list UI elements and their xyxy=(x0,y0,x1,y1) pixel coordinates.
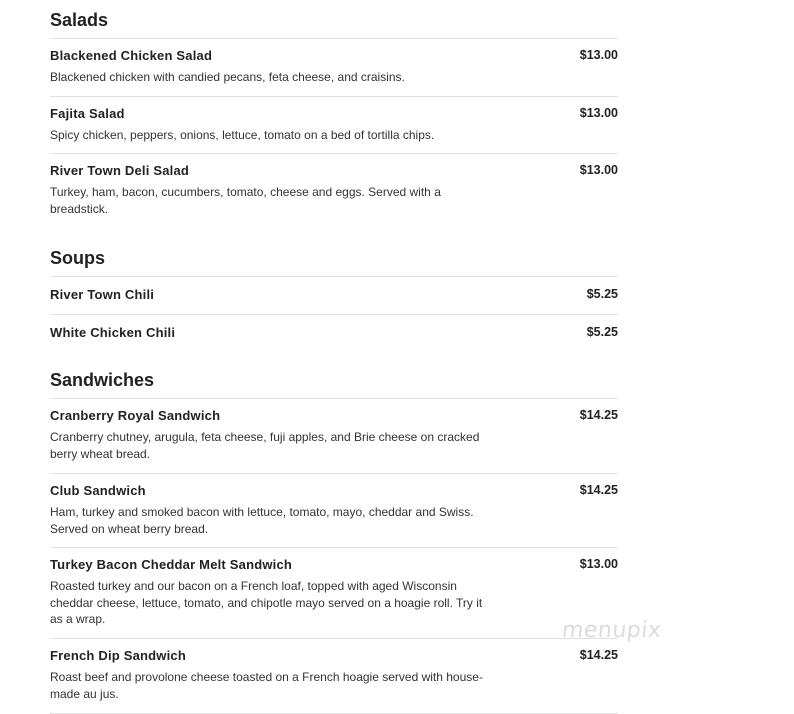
item-price: $14.25 xyxy=(579,408,618,422)
item-description: Blackened chicken with candied pecans, feta cheese, and craisins. xyxy=(50,70,405,84)
item-price: $13.00 xyxy=(579,163,618,177)
item-name: Blackened Chicken Salad xyxy=(50,48,213,63)
item-description: Cranberry chutney, arugula, feta cheese, fuji apples, and Brie cheese on cracked berry wheat bread. xyxy=(50,430,480,461)
item-description: Ham, turkey and smoked bacon with lettuce, tomato, mayo, cheddar and Swiss. Served on wheat berry bread. xyxy=(50,505,474,536)
item-name: River Town Deli Salad xyxy=(50,163,190,178)
section-title-soups: Soups xyxy=(50,248,106,268)
item-description: Roast beef and provolone cheese toasted on a French hoagie served with house-made au jus. xyxy=(50,670,483,701)
section-soups xyxy=(50,238,618,360)
item-description: Spicy chicken, peppers, onions, lettuce, tomato on a bed of tortilla chips. xyxy=(50,128,435,142)
menu-item xyxy=(50,276,618,314)
item-price: $13.00 xyxy=(579,48,618,62)
menu-item xyxy=(50,547,618,638)
menu xyxy=(50,0,618,714)
menu-item xyxy=(50,153,618,238)
item-price: $13.00 xyxy=(579,106,618,120)
section-salads xyxy=(50,0,618,238)
item-price: $5.25 xyxy=(586,325,618,339)
item-description: Roasted turkey and our bacon on a French loaf, topped with aged Wisconsin cheddar cheese, lettuce, tomato, and chipotle mayo served on a hoagie roll. Try it as a wrap. xyxy=(50,579,483,626)
menupix-watermark: menupix xyxy=(560,618,663,643)
menu-item xyxy=(50,38,618,96)
menu-item xyxy=(50,473,618,547)
item-name: White Chicken Chili xyxy=(50,325,176,340)
item-price: $13.00 xyxy=(579,557,618,571)
item-price: $5.25 xyxy=(586,287,618,301)
menu-item xyxy=(50,96,618,153)
item-price: $14.25 xyxy=(579,483,618,497)
item-price: $14.25 xyxy=(579,648,618,662)
item-name: Turkey Bacon Cheddar Melt Sandwich xyxy=(50,557,293,572)
item-description: Turkey, ham, bacon, cucumbers, tomato, cheese and eggs. Served with a breadstick. xyxy=(50,185,441,216)
item-name: French Dip Sandwich xyxy=(50,648,186,663)
item-name: River Town Chili xyxy=(50,287,155,302)
section-sandwiches xyxy=(50,360,618,714)
section-title-sandwiches: Sandwiches xyxy=(50,370,155,390)
menu-item xyxy=(50,638,618,714)
section-title-salads: Salads xyxy=(50,10,109,30)
item-name: Fajita Salad xyxy=(50,106,125,121)
menu-item xyxy=(50,314,618,360)
item-name: Club Sandwich xyxy=(50,483,146,498)
menu-item xyxy=(50,398,618,473)
item-name: Cranberry Royal Sandwich xyxy=(50,408,221,423)
